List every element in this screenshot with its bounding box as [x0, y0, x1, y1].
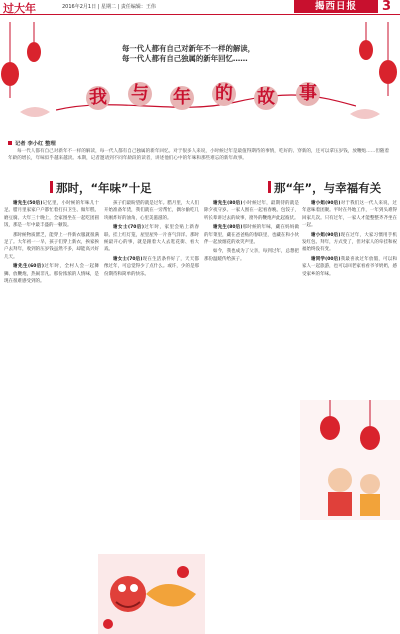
- title-char-1: 我: [86, 86, 110, 110]
- title-char-5: 故: [254, 86, 278, 110]
- page-number: 3: [382, 0, 392, 14]
- heading-marker-left: [50, 181, 53, 193]
- paragraph-text: 小时候过年，最期待的就是除夕夜守岁。一家人围在一起看春晚、包饺子，听长辈讲过去的故事，窗外的鞭炮声此起彼伏。: [204, 201, 299, 221]
- title-char-3: 年: [170, 86, 194, 110]
- title-char-2: 与: [128, 82, 152, 106]
- paragraph-text: 如今，我也成为了父亲，每到过年，总想把那份温暖传给孩子。: [204, 249, 299, 262]
- column-paragraph: [302, 200, 397, 230]
- heading-marker-right: [268, 181, 271, 193]
- section-title: 过大年: [3, 2, 36, 15]
- byline-text: 记者 李小红 整理: [15, 141, 56, 147]
- column-paragraph: [302, 256, 397, 278]
- column-paragraph: [4, 263, 99, 285]
- page-header: [0, 0, 400, 15]
- paragraph-text: 我最喜欢过年放假，可以和家人一起旅游，也可以回老家看看爷爷奶奶，感受家乡的年味。: [302, 256, 397, 277]
- speaker-name: 谢先生(60后): [13, 264, 44, 270]
- column-paragraph: [4, 232, 99, 262]
- speaker-name: 谢女士(70后): [113, 225, 144, 231]
- title-char-4: 的: [212, 82, 236, 106]
- issue-meta: 2016年2月1日 | 星期二 | 责任编辑：王伟: [62, 4, 156, 10]
- paragraph-text: 现在生活条件好了，天天都像过年，可总觉得少了点什么。或许，少的是那份期待和简单的快乐。: [104, 256, 199, 277]
- article-column-1: [4, 200, 99, 287]
- column-paragraph: [4, 200, 99, 230]
- paragraph-text: 那时候的年味，藏在妈妈做的年菜里，藏在爸爸贴的春联里，也藏在和小伙伴一起放烟花的欢笑声里。: [204, 225, 299, 246]
- speaker-name: 谢同学(00后): [311, 256, 341, 262]
- speaker-name: 谢先生(80后): [213, 225, 243, 231]
- byline: [8, 139, 56, 147]
- heading-right: 那“年”，与幸福有关: [274, 181, 382, 195]
- intro-paragraph: 每一代人都有自己对新年不一样的解读，每一代人都有自己独属的新年回忆。对于很多人来说，小时候过年是最值得期待的事情，吃好的、穿新的，还可以拿压岁钱，放鞭炮……但随着年龄的增长，年味似乎越来越淡。本期，记者邀请到不同年龄段的读者，讲述他们心中的年味和那些难忘的新年故事。: [8, 149, 390, 162]
- lead-text: [122, 44, 342, 64]
- speaker-name: 谢女士(70后): [113, 256, 143, 262]
- column-paragraph: [302, 232, 397, 254]
- lead-line-1: 每一代人都有自己对新年不一样的解读，: [122, 44, 256, 53]
- paragraph-text: 那时候物质匮乏，能穿上一件新衣服就很满足了。大年初一一早，孩子们穿上新衣，挨家挨户去拜年，收到的压岁钱虽然不多，却能高兴好几天。: [4, 232, 99, 260]
- column-paragraph: [204, 248, 299, 263]
- column-paragraph: [104, 224, 199, 254]
- heading-left: 那时，“年味”十足: [56, 181, 152, 195]
- article-column-2: [104, 200, 199, 280]
- article-column-3: [204, 200, 299, 265]
- festival-illustration: [300, 400, 400, 520]
- newspaper-masthead: 揭西日报: [294, 0, 378, 13]
- speaker-name: 谢小姐(90后): [311, 232, 341, 238]
- byline-marker: [8, 141, 12, 145]
- column-paragraph: [104, 200, 199, 222]
- lead-line-2: 每一代人都有自己独属的新年回忆……: [122, 54, 248, 63]
- column-paragraph: [104, 256, 199, 278]
- paragraph-text: 过年时，家里会贴上新春联、挂上红灯笼，屋里屋外一片喜气洋洋。那时候最开心的事，就是跟着大人去逛花街、看大戏。: [104, 225, 199, 253]
- column-paragraph: [204, 224, 299, 246]
- speaker-name: 谢先生(80后): [213, 201, 243, 206]
- feature-title: [56, 82, 356, 116]
- paragraph-text: 记忆里，小时候的年味儿十足。腊月里家家户户都忙着打扫卫生、做年糕、磨豆腐。大年三十晚上，全家围坐在一起吃团圆饭，那是一年中最丰盛的一顿饭。: [4, 201, 99, 229]
- paragraph-text: 过年时，全村人会一起舞狮、放鞭炮，热闹非凡。那份浓浓的人情味，是现在很难感受到的。: [4, 264, 99, 285]
- paragraph-text: 对于我们这一代人来说，过年意味着团聚。平时在外地工作，一年到头难得回家几次。只有过年，一家人才能整整齐齐坐在一起。: [302, 201, 397, 229]
- speaker-name: 谢小姐(90后): [311, 201, 341, 206]
- paragraph-text: 现在过年，大家习惯用手机发红包、拜年，方式变了，但对家人的牵挂和祝福始终没有变。: [302, 232, 397, 253]
- speaker-name: 谢先生(50后): [13, 201, 43, 206]
- article-column-4: [302, 200, 397, 280]
- paragraph-text: 孩子们最盼望的就是过年。腊月里，大人们开始准备年货，我们就在一旁帮忙，偶尔偷吃几块刚炸好的油角，心里美滋滋的。: [104, 201, 199, 221]
- title-char-6: 事: [296, 82, 320, 106]
- column-paragraph: [204, 200, 299, 222]
- lion-dance-illustration: [98, 554, 205, 634]
